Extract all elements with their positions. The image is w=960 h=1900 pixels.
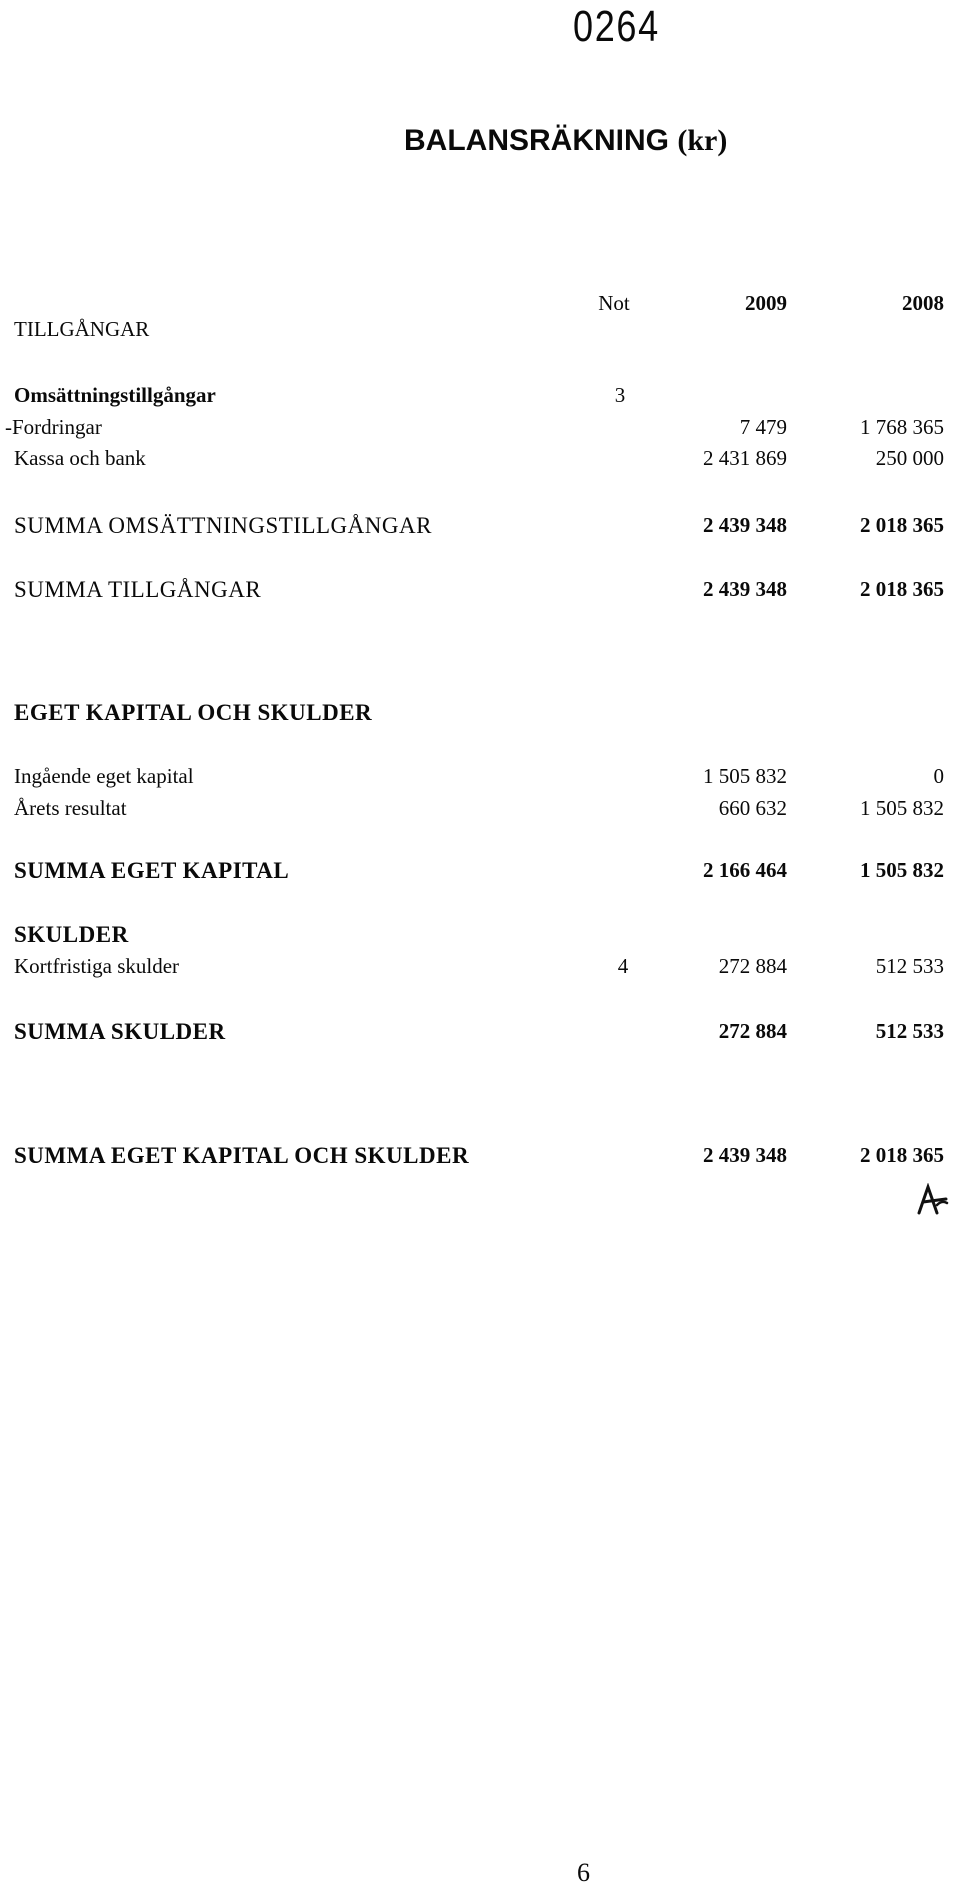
page-number: 6 (577, 1858, 590, 1887)
opening-equity-label: Ingående eget kapital (14, 764, 194, 788)
title-unit: (kr) (677, 124, 728, 157)
sum-assets-2009: 2 439 348 (703, 577, 787, 601)
short-term-liabilities-2009: 272 884 (718, 954, 787, 978)
assets-heading: TILLGÅNGAR (14, 317, 150, 341)
opening-equity-2009: 1 505 832 (703, 764, 787, 788)
sum-liabilities-2009: 272 884 (718, 1019, 787, 1043)
receivables-label: Fordringar (12, 415, 102, 439)
opening-equity-2008: 0 (933, 764, 944, 788)
sum-equity-and-liabilities-2008: 2 018 365 (860, 1143, 944, 1167)
handwritten-initials (915, 1183, 949, 1222)
year-result-label: Årets resultat (14, 796, 127, 820)
short-term-liabilities-note: 4 (617, 954, 629, 978)
column-header-not: Not (598, 291, 630, 315)
column-header-2009: 2009 (745, 291, 787, 315)
sum-assets-label: SUMMA TILLGÅNGAR (14, 577, 262, 602)
cash-bank-2009: 2 431 869 (703, 446, 787, 470)
receivables-2008: 1 768 365 (860, 415, 944, 439)
liabilities-heading: SKULDER (14, 922, 129, 947)
sum-assets-2008: 2 018 365 (860, 577, 944, 601)
short-term-liabilities-label: Kortfristiga skulder (14, 954, 180, 978)
sum-liabilities-2008: 512 533 (875, 1019, 944, 1043)
year-result-2008: 1 505 832 (860, 796, 944, 820)
sum-equity-label: SUMMA EGET KAPITAL (14, 858, 290, 883)
page-title (404, 124, 727, 158)
sum-equity-2009: 2 166 464 (703, 858, 787, 882)
sum-equity-and-liabilities-2009: 2 439 348 (703, 1143, 787, 1167)
title-main: BALANSRÄKNING (404, 124, 669, 157)
equity-liabilities-heading: EGET KAPITAL OCH SKULDER (14, 700, 373, 725)
short-term-liabilities-2008: 512 533 (875, 954, 944, 978)
column-header-2008: 2008 (902, 291, 944, 315)
sum-current-assets-label: SUMMA OMSÄTTNINGSTILLGÅNGAR (14, 513, 432, 538)
receivables-2009: 7 479 (739, 415, 787, 439)
cash-bank-label: Kassa och bank (14, 446, 146, 470)
cash-bank-2008: 250 000 (875, 446, 944, 470)
current-assets-subheading: Omsättningstillgångar (14, 383, 216, 407)
dash-mark: - (5, 415, 12, 439)
current-assets-note: 3 (614, 383, 626, 407)
sum-liabilities-label: SUMMA SKULDER (14, 1019, 226, 1044)
initials-signature-icon (915, 1183, 949, 1217)
year-result-2009: 660 632 (718, 796, 787, 820)
table-row-label (5, 415, 102, 440)
sum-current-assets-2008: 2 018 365 (860, 513, 944, 537)
sum-equity-2008: 1 505 832 (860, 858, 944, 882)
document-stamp-number: 0264 (573, 2, 660, 51)
sum-current-assets-2009: 2 439 348 (703, 513, 787, 537)
sum-equity-and-liabilities-label: SUMMA EGET KAPITAL OCH SKULDER (14, 1143, 470, 1168)
